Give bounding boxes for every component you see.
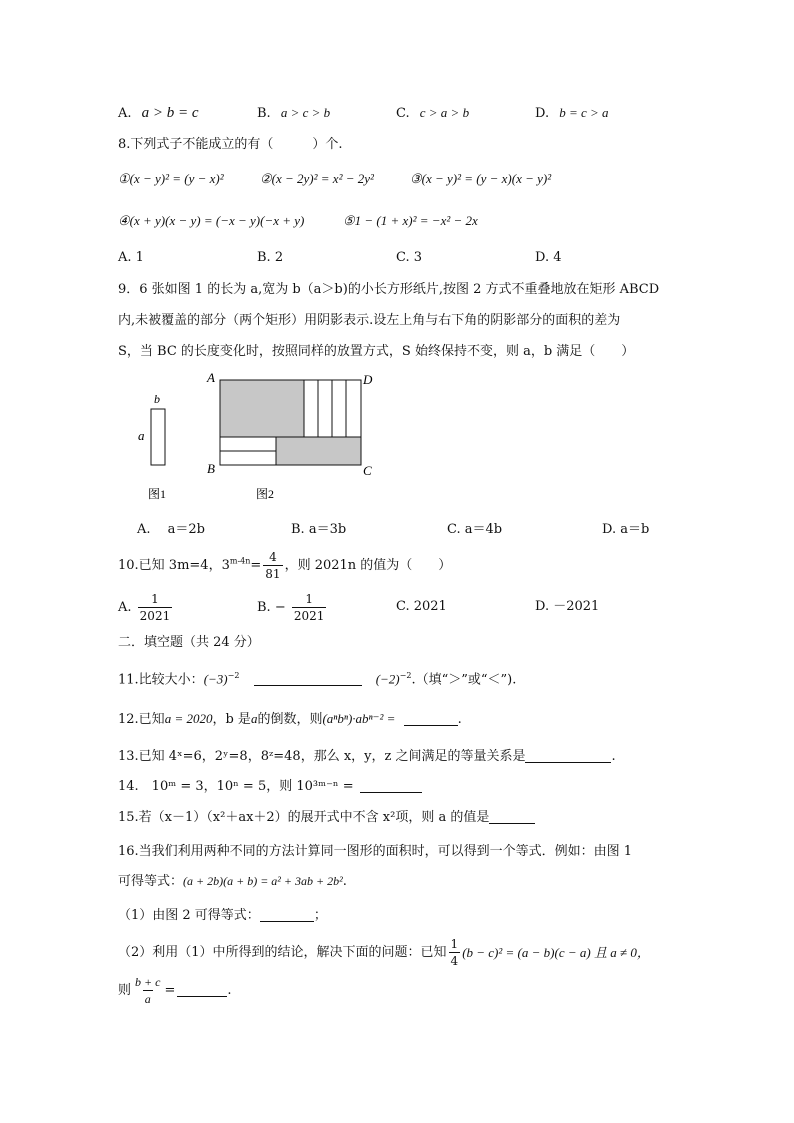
q8-option-a: A. 1 <box>118 250 144 265</box>
fig2-shade-bottom-right <box>276 437 361 465</box>
q11-right-exp: −2 <box>399 671 412 680</box>
fig1-rectangle <box>151 409 165 465</box>
q12-stem: 12.已知 <box>118 712 165 727</box>
q7-option-d <box>535 106 609 120</box>
q7-option-a-label: A. <box>118 106 132 121</box>
q12-answer-blank <box>404 713 458 726</box>
q15-text: 15.若（x－1）（x²＋ax＋2）的展开式中不含 x²项，则 a 的值是 <box>118 810 490 825</box>
q16-line-2-lead: 可得等式： <box>118 874 184 889</box>
q7-option-a <box>118 106 199 121</box>
fig2-label-A: A <box>207 370 215 385</box>
q10-option-a-num: 1 <box>151 592 159 606</box>
q16-sub-2-formula: (b − c)² = (a − b)(c − a) 且 a ≠ 0， <box>462 945 650 960</box>
q9-figures <box>130 368 380 508</box>
q16-sub-2 <box>118 938 650 967</box>
q15 <box>118 811 535 824</box>
q7-option-c <box>396 106 469 120</box>
q13-tail: . <box>611 749 616 764</box>
fig2-caption: 图2 <box>256 487 275 501</box>
q10-equals: = <box>250 558 262 573</box>
q16-sub-3-tail: . <box>227 983 232 998</box>
q16-sub-1-blank <box>260 909 314 922</box>
q8-stem: 8.下列式子不能成立的有（ ）个. <box>118 137 343 152</box>
q8-option-d: D. 4 <box>535 250 562 265</box>
q7-option-d-expr: b = c > a <box>559 105 609 120</box>
q10-option-a-den: 2021 <box>139 609 171 623</box>
q16-sub-3-equals: = <box>164 983 176 998</box>
q12-mid2: 的倒数，则 <box>257 712 323 727</box>
q11-tail: .（填“＞”或“＜”). <box>411 672 517 688</box>
q16-sub-1 <box>118 909 327 922</box>
fig2-shade-top-left <box>220 380 304 437</box>
q12-mid: ，b 是 <box>212 712 251 727</box>
q10-stem <box>118 551 451 580</box>
q12-given: a = 2020 <box>164 711 213 726</box>
q16-sub-2-frac-den: 4 <box>450 954 459 968</box>
q9-line-1: 9．6 张如图 1 的长为 a,宽为 b（a＞b)的小长方形纸片,按图 2 方式不重叠地放在矩形 ABCD <box>118 282 660 297</box>
q7-option-d-label: D. <box>535 106 550 121</box>
fig2-label-C: C <box>363 463 372 478</box>
q10-stem-end: ，则 2021n 的值为（ ） <box>284 558 452 573</box>
q14-answer-blank <box>360 780 422 793</box>
q7-option-b <box>257 106 330 120</box>
q11-left-base: (−3) <box>203 671 228 687</box>
q10-option-a-label: A. <box>118 600 132 615</box>
q10-option-d: D. －2021 <box>535 599 600 614</box>
q16-sub-2-fraction <box>449 938 461 967</box>
q13 <box>118 750 616 763</box>
q9-line-2: 内,未被覆盖的部分（两个矩形）用阴影表示.设左上角与右下角的阴影部分的面积的差为 <box>118 313 621 328</box>
q11-stem: 11.比较大小： <box>118 672 204 688</box>
q10-option-b-num: 1 <box>305 592 313 606</box>
q10-option-c: C. 2021 <box>396 599 447 614</box>
q10-option-b-den: 2021 <box>293 609 325 623</box>
fig1-caption: 图1 <box>148 487 167 501</box>
q11-left-exp: −2 <box>227 671 240 680</box>
q7-option-c-expr: c > a > b <box>419 105 470 120</box>
fig1-label-b: b <box>154 392 160 406</box>
q16-sub-3-blank <box>177 984 227 997</box>
q16-line-1: 16.当我们利用两种不同的方法计算同一图形的面积时，可以得到一个等式．例如：由图 1 <box>118 844 633 859</box>
q11-answer-blank <box>254 673 362 686</box>
q10-fraction-num: 4 <box>269 550 277 564</box>
q16-sub-2-frac-num: 1 <box>450 937 459 951</box>
q9-option-a: A. a＝2b <box>137 522 205 537</box>
q10-option-b-fraction <box>292 593 327 622</box>
section-2-title: 二．填空题（共 24 分） <box>118 635 260 650</box>
q16-sub-3-num: b + c <box>135 975 161 989</box>
q15-answer-blank <box>489 811 535 824</box>
q16-sub-3-fraction <box>133 976 162 1005</box>
q11-right-base: (−2) <box>375 671 400 687</box>
q16-sub-2-text: （2）利用（1）中所得到的结论，解决下面的问题：已知 <box>118 945 447 960</box>
q16-sub-3 <box>118 976 232 1005</box>
q9-option-b: B. a＝3b <box>291 522 347 537</box>
q8-formula-2: ②(x − 2y)² = x² − 2y² <box>260 171 374 186</box>
q10-stem-start: 10.已知 3m=4， <box>118 558 222 573</box>
q8-option-b: B. 2 <box>257 250 284 265</box>
q8-formula-5: ⑤1 − (1 + x)² = −x² − 2x <box>343 213 478 228</box>
q10-exponent: m-4n <box>229 556 251 566</box>
q16-line-2-formula: (a + 2b)(a + b) = a² + 3ab + 2b² <box>183 874 343 888</box>
q7-option-b-label: B. <box>257 106 271 121</box>
q8-formula-3: ③(x − y)² = (y − x)(x − y)² <box>410 171 552 186</box>
q9-option-d: D. a＝b <box>602 522 650 537</box>
q13-answer-blank <box>525 750 611 763</box>
q7-option-b-expr: a > c > b <box>280 105 331 120</box>
q16-line-2-tail: . <box>342 874 347 889</box>
q12-a: a <box>250 711 258 726</box>
q13-text: 13.已知 4ˣ=6，2ʸ=8，8ᶻ=48，那么 x，y，z 之间满足的等量关系是 <box>118 749 526 764</box>
q11 <box>118 672 516 686</box>
fig2-label-D: D <box>363 372 373 387</box>
fig2-label-B: B <box>207 461 215 476</box>
q10-option-a-fraction <box>138 593 173 622</box>
q12 <box>118 712 462 726</box>
q8-formula-1: ①(x − y)² = (y − x)² <box>118 171 224 186</box>
q9-option-c: C. a＝4b <box>447 522 503 537</box>
q12-expr: (aⁿbⁿ)·abⁿ⁻² = <box>322 711 396 726</box>
q10-base: 3 <box>221 558 230 573</box>
q16-sub-3-lead: 则 <box>118 983 132 998</box>
q7-option-c-label: C. <box>396 106 410 121</box>
q10-option-b-label: B. − <box>257 600 286 615</box>
q8-option-c: C. 3 <box>396 250 423 265</box>
q10-option-b <box>257 593 328 622</box>
q8-formula-4: ④(x + y)(x − y) = (−x − y)(−x + y) <box>118 213 305 228</box>
q7-option-a-expr: a > b = c <box>141 105 199 121</box>
fig1-label-a: a <box>138 428 145 443</box>
q10-fraction-den: 81 <box>265 567 281 581</box>
q16-sub-1-tail: ； <box>313 908 327 923</box>
q10-fraction <box>263 551 282 580</box>
q14-text: 14. 10ᵐ = 3，10ⁿ = 5，则 10³ᵐ⁻ⁿ = <box>118 779 354 794</box>
q16-sub-1-text: （1）由图 2 可得等式： <box>118 908 260 923</box>
q10-option-a <box>118 593 174 622</box>
q16-line-2 <box>118 875 347 888</box>
q14 <box>118 780 422 793</box>
q16-sub-3-den: a <box>144 992 151 1006</box>
q12-tail: . <box>457 712 462 727</box>
q9-line-3: S，当 BC 的长度变化时，按照同样的放置方式，S 始终保持不变，则 a，b 满足（ ） <box>118 344 635 359</box>
